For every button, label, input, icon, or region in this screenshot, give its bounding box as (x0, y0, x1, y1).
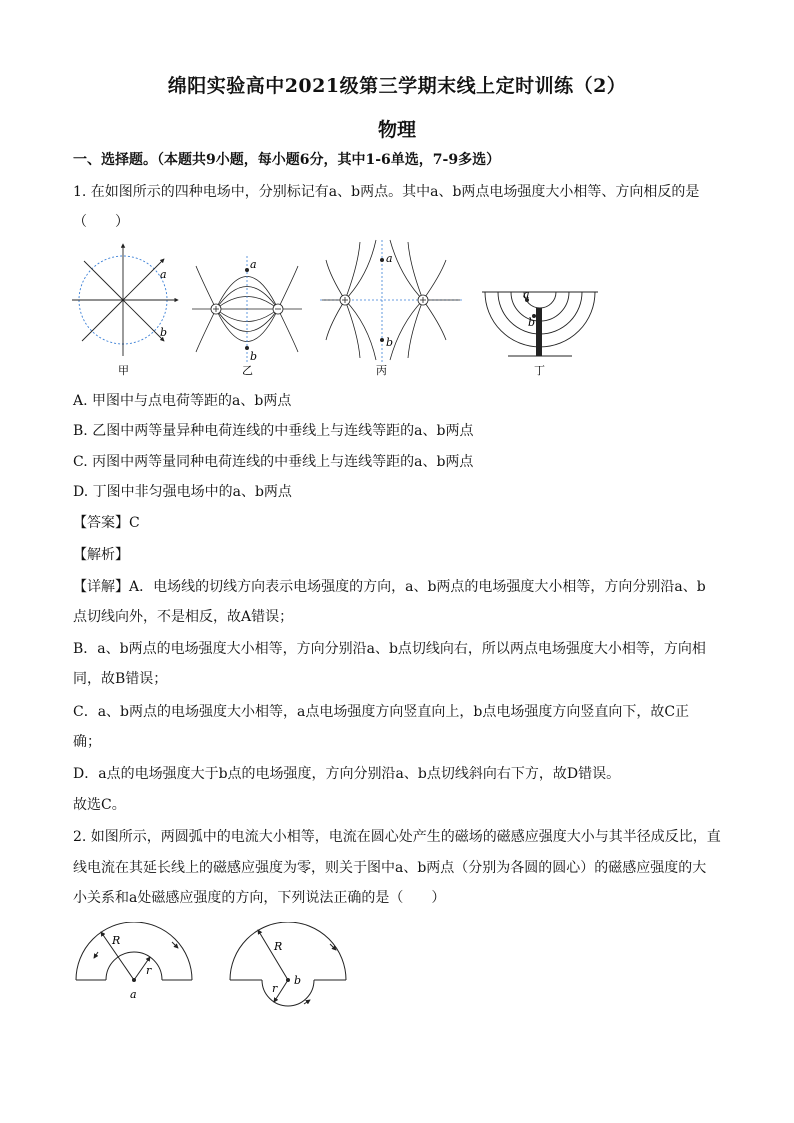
page-title: 绵阳实验高中2021级第三学期末线上定时训练（2） (167, 75, 627, 97)
caption-yi: 乙 (242, 364, 253, 377)
ding-conductor (536, 308, 542, 356)
q1-analysis-line: 点切线向外，不是相反，故A错误； (73, 609, 294, 625)
q1-analysis-heading: 【解析】 (73, 547, 129, 563)
field-diagram-jia (72, 244, 178, 356)
caption-ding: 丁 (534, 364, 545, 377)
loop-a-diagram (76, 922, 192, 980)
caption-jia: 甲 (118, 364, 129, 377)
loop-a-label-a: a (130, 988, 137, 1001)
q1-analysis-line: B．a、b两点的电场强度大小相等，方向分别沿a、b点切线向右，所以两点电场强度大小相等，方向相 (73, 641, 706, 657)
bing-label-b: b (386, 336, 394, 349)
caption-bing: 丙 (376, 364, 387, 377)
q1-stem-line2: （ ） (73, 214, 129, 230)
ding-label-a: a (523, 288, 530, 301)
yi-label-a: a (250, 258, 257, 271)
q1-option-b: B. 乙图中两等量异种电荷连线的中垂线上与连线等距的a、b两点 (73, 423, 474, 439)
subject-title: 物理 (377, 119, 416, 141)
q1-figure (68, 236, 608, 378)
q1-option-c: C. 丙图中两等量同种电荷连线的中垂线上与连线等距的a、b两点 (73, 454, 474, 470)
loop-b-label-r: r (272, 982, 278, 995)
q1-analysis-line: 同，故B错误； (73, 671, 168, 687)
q1-option-d: D. 丁图中非匀强电场中的a、b两点 (73, 484, 292, 500)
loop-a-label-r: r (146, 964, 152, 977)
q1-analysis-line: 确； (73, 734, 101, 750)
q1-stem-line1: 1. 在如图所示的四种电场中，分别标记有a、b两点。其中a、b两点电场强度大小相等、方向相反的是 (73, 184, 700, 200)
q1-analysis-line: D．a点的电场强度大于b点的电场强度，方向分别沿a、b点切线斜向右下方，故D错误。 (73, 766, 621, 782)
q1-analysis-line: C．a、b两点的电场强度大小相等，a点电场强度方向竖直向上，b点电场强度方向竖直向下，故C正 (73, 704, 690, 720)
loop-b-label-R: R (274, 940, 283, 953)
loop-a-label-R: R (112, 934, 121, 947)
q2-stem-line: 2. 如图所示，两圆弧中的电流大小相等，电流在圆心处产生的磁场的磁感应强度大小与其半径成反比，直 (73, 829, 721, 845)
q1-option-a: A. 甲图中与点电荷等距的a、b两点 (73, 393, 292, 409)
ding-label-b: b (528, 316, 536, 329)
section-heading: 一、选择题。（本题共9小题，每小题6分，其中1-6单选，7-9多选） (73, 152, 501, 168)
q2-stem-line: 线电流在其延长线上的磁感应强度为零，则关于图中a、b两点（分别为各圆的圆心）的磁感应强度的大 (73, 860, 707, 876)
loop-b-diagram (230, 922, 346, 1006)
q1-answer: 【答案】C (73, 515, 140, 531)
loop-b-label-b: b (294, 974, 302, 987)
jia-label-a: a (160, 268, 167, 281)
q2-stem-line: 小关系和a处磁感应强度的方向，下列说法正确的是（ ） (73, 890, 446, 906)
q2-figure (68, 922, 368, 1030)
yi-label-b: b (250, 350, 258, 363)
q1-analysis-line: 【详解】A．电场线的切线方向表示电场强度的方向，a、b两点的电场强度大小相等，方向分别沿a、b (73, 579, 706, 595)
bing-label-a: a (386, 252, 393, 265)
jia-label-b: b (160, 326, 168, 339)
q1-analysis-line: 故选C。 (73, 797, 126, 813)
